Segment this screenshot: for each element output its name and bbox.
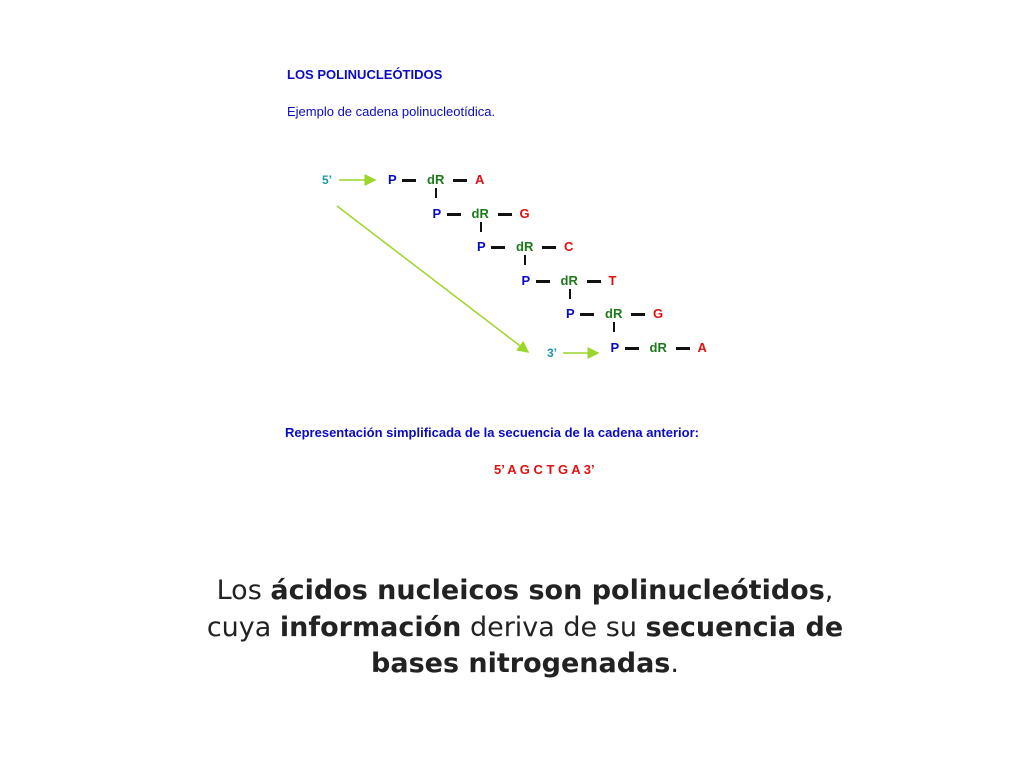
- caption-bold-1: ácidos nucleicos son polinucleótidos: [270, 575, 825, 606]
- bond-dr-base-2: [498, 213, 512, 216]
- bond-p-dr-1: [402, 179, 416, 182]
- caption-bold-2: información: [279, 611, 462, 643]
- diagonal-direction-arrow: [337, 206, 528, 352]
- bond-p-dr-3: [491, 246, 505, 249]
- phosphate-3: P: [477, 239, 486, 254]
- phosphate-5: P: [566, 306, 575, 321]
- bond-dr-base-6: [676, 347, 690, 350]
- deoxyribose-1: dR: [427, 172, 445, 187]
- base-1: A: [475, 172, 485, 187]
- bond-dr-base-3: [542, 246, 556, 249]
- base-3: C: [564, 239, 574, 254]
- five-prime-label: 5’: [322, 173, 333, 187]
- deoxyribose-6: dR: [649, 339, 667, 355]
- simplified-sequence: 5’ A G C T G A 3’: [494, 462, 595, 477]
- caption-part-4: .: [670, 648, 679, 680]
- caption-text: [200, 573, 850, 683]
- phosphate-1: P: [388, 172, 397, 187]
- bond-p-dr-4: [536, 280, 550, 283]
- bond-dr-base-1: [453, 179, 467, 182]
- phosphate-4: P: [521, 272, 531, 288]
- bond-dr-p-4: [569, 289, 571, 299]
- base-5: G: [653, 306, 664, 321]
- bond-p-dr-6: [625, 347, 639, 350]
- phosphate-6: P: [610, 339, 620, 355]
- base-4: T: [608, 272, 617, 288]
- bond-dr-p-1: [435, 188, 437, 198]
- bond-dr-p-2: [480, 222, 482, 232]
- caption-part-1: Los: [216, 575, 271, 606]
- bond-p-dr-2: [447, 213, 461, 216]
- phosphate-2: P: [432, 205, 442, 221]
- bond-dr-p-5: [613, 322, 615, 332]
- deoxyribose-2: dR: [471, 205, 489, 221]
- deoxyribose-3: dR: [516, 239, 534, 254]
- simplified-label: Representación simplificada de la secuencia de la cadena anterior:: [285, 425, 699, 440]
- bond-dr-base-5: [631, 313, 645, 316]
- caption-part-3: deriva de su: [461, 611, 646, 643]
- bond-p-dr-5: [580, 313, 594, 316]
- bond-dr-p-3: [524, 255, 526, 265]
- deoxyribose-5: dR: [605, 306, 623, 321]
- base-2: G: [519, 205, 530, 221]
- diagram-subtitle: Ejemplo de cadena polinucleotídica.: [287, 104, 496, 119]
- caption-bold-3: secuencia de bases nitrogenadas: [371, 611, 844, 680]
- bond-dr-base-4: [587, 280, 601, 283]
- caption-part-2: , cuya: [206, 575, 834, 643]
- three-prime-label: 3’: [547, 346, 558, 360]
- deoxyribose-4: dR: [560, 272, 578, 288]
- base-6: A: [697, 339, 707, 355]
- diagram-title: LOS POLINUCLEÓTIDOS: [287, 67, 443, 82]
